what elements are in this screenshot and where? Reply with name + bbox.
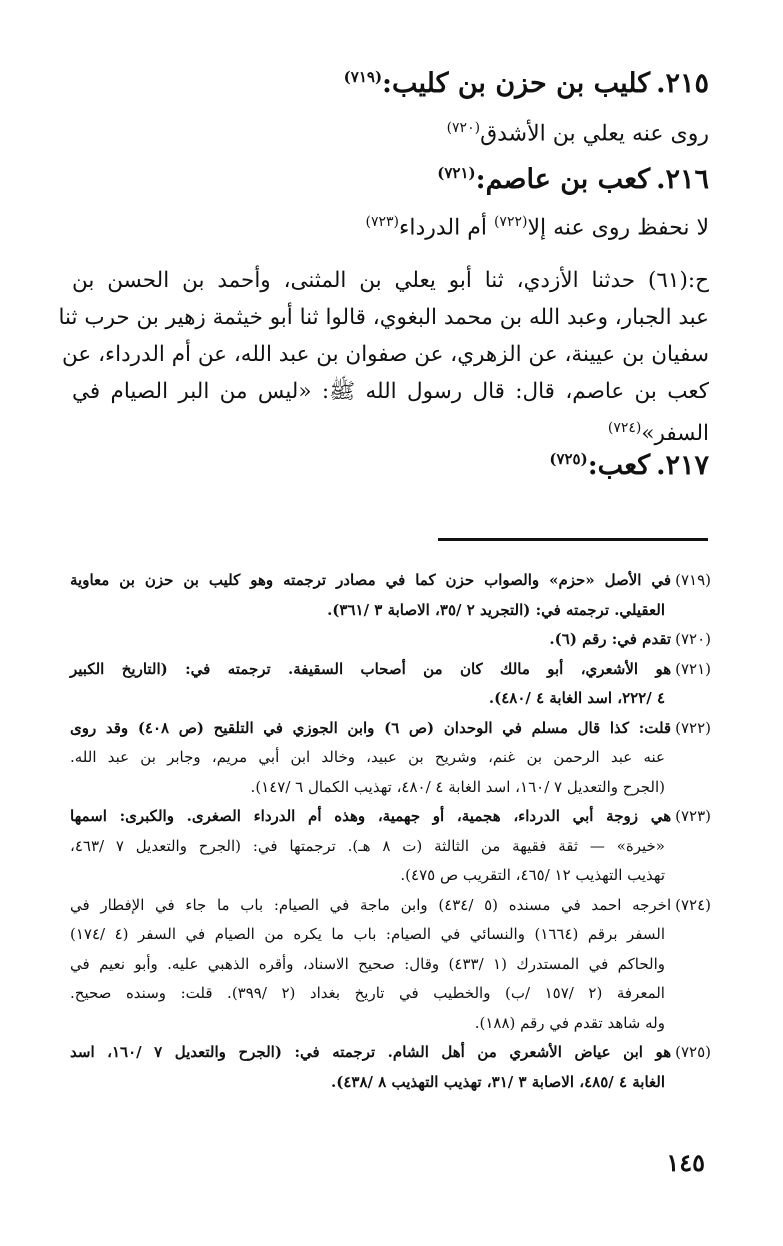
footnote-number: (٧٢١): [675, 659, 711, 678]
footnote-line: العقيلي. ترجمته في: (التجريد ٢ /٣٥، الاصابة ٣ /٣٦١).: [327, 600, 665, 619]
footnote-721: [70, 655, 711, 714]
entry-heading-216: [60, 164, 709, 195]
footnotes: [70, 566, 711, 1097]
footnote-number: (٧١٩): [675, 571, 711, 589]
footnote-ref: (٧٢٣): [365, 214, 399, 230]
footnote-number: (٧٢٢): [675, 718, 711, 737]
footnote-text: في الأصل «حزم» والصواب حزن كما في مصادر ترجمته وهو كليب بن حزن بن معاوية: [70, 571, 672, 589]
footnote-text: قلت: كذا قال مسلم في الوحدان (ص ٦) وابن الجوزي في التلقيح (ص ٤٠٨) وقد روى: [70, 718, 672, 737]
footnote-ref: (٧٢٢): [493, 214, 528, 230]
footnote-line: [70, 1038, 711, 1068]
narrator-text: روى عنه يعلي بن الأشدق: [480, 121, 709, 147]
footnote-separator: [438, 538, 708, 541]
footnote-line: ٤ /٢٢٢، اسد الغابة ٤ /٤٨٠).: [488, 689, 665, 707]
entry-heading-217: [60, 450, 709, 481]
entry-title: كليب بن حزن بن كليب:: [382, 68, 651, 99]
footnote-line: [70, 802, 711, 832]
hadith-line: عبد الجبار، وعبد الله بن محمد البغوي، قالوا ثنا أبو خيثمة زهير بن حرب ثنا: [58, 305, 709, 330]
footnote-723: [70, 802, 711, 891]
narrator-text: أم الدرداء: [398, 215, 494, 241]
footnote-line: الغابة ٤ /٤٨٥، الاصابة ٣ /٣١، تهذيب التهذيب ٨ /٤٣٨).: [331, 1072, 665, 1091]
footnote-text: تقدم في: رقم (٦).: [549, 630, 672, 648]
footnote-line: [70, 625, 711, 655]
footnote-724: [70, 891, 711, 1039]
narrator-line: [70, 120, 709, 146]
narrator-line: [70, 214, 709, 240]
entry-title: كعب:: [587, 450, 651, 481]
footnote-line: [70, 714, 711, 744]
footnote-text: هو الأشعري، أبو مالك كان من أصحاب السقيفة. ترجمته في: (التاريخ الكبير: [70, 659, 672, 678]
footnote-line: [70, 655, 711, 685]
hadith-paragraph: [58, 262, 709, 452]
footnote-725: [70, 1038, 711, 1097]
hadith-text: السفر»: [641, 421, 709, 447]
footnote-number: (٧٢٠): [675, 630, 711, 648]
footnote-number: (٧٢٣): [675, 807, 711, 825]
hadith-line: ح:(٦١) حدثنا الأزدي، ثنا أبو يعلي بن المثنى، وأحمد بن الحسن بن: [72, 268, 709, 293]
entry-heading-215: [60, 68, 709, 99]
footnote-number: (٧٢٤): [675, 895, 712, 914]
footnote-line: [70, 891, 711, 921]
page-number: ١٤٥: [666, 1148, 705, 1177]
footnote-ref: (٧٢٠): [446, 120, 481, 136]
hadith-line: كعب بن عاصم، قال: قال رسول الله ﷺ: «ليس من البر الصيام في: [72, 379, 709, 404]
footnote-ref: (٧١٩): [343, 68, 383, 86]
footnote-ref: (٧٢١): [437, 164, 476, 182]
footnote-text: هي زوجة أبي الدرداء، هجمية، أو جهمية، وهذه أم الدرداء الصغرى. والكبرى: اسمها: [70, 807, 672, 825]
footnote-text: اخرجه احمد في مسنده (٥ /٤٣٤) وابن ماجة في الصيام: باب ما جاء في الإفطار في: [70, 895, 672, 914]
footnote-line: والحاكم في المستدرك (١ /٤٣٣) وقال: صحيح الاسناد، وأقره الذهبي عليه. وأبو نعيم في: [70, 954, 665, 973]
footnote-line: «خيرة» — ثقة فقيهة من الثالثة (ت ٨ هـ). ترجمتها في: (الجرح والتعديل ٧ /٤٦٣،: [70, 836, 665, 855]
footnote-line: وله شاهد تقدم في رقم (١٨٨).: [474, 1013, 665, 1032]
footnote-line: السفر برقم (١٦٦٤) والنسائي في الصيام: باب ما يكره من الصيام في السفر (٤ /١٧٤): [70, 925, 666, 943]
footnote-ref: (٧٢٥): [549, 450, 588, 468]
footnote-line: [70, 566, 711, 596]
entry-number: ٢١٧.: [656, 450, 709, 481]
narrator-text: لا نحفظ روى عنه إلا: [527, 215, 709, 241]
entry-number: ٢١٦.: [656, 164, 709, 195]
footnote-ref: (٧٢٤): [607, 420, 642, 436]
footnote-line: تهذيب التهذيب ١٢ /٤٦٥، التقريب ص ٤٧٥).: [400, 866, 665, 884]
footnote-719: [70, 566, 711, 625]
footnote-line: المعرفة (٢ /١٥٧ /ب) والخطيب في تاريخ بغداد (٢ /٣٩٩). قلت: وسنده صحيح.: [70, 984, 665, 1002]
hadith-line: [72, 410, 709, 452]
footnote-line: عنه عبد الرحمن بن غنم، وشريح بن عبيد، وخالد ابن أبي مريم، وجابر بن عبد الله.: [70, 748, 665, 766]
footnote-line: (الجرح والتعديل ٧ /١٦٠، اسد الغابة ٤ /٤٨٠، تهذيب الكمال ٦ /١٤٧).: [250, 777, 665, 796]
footnote-text: هو ابن عياض الأشعري من أهل الشام. ترجمته في: (الجرح والتعديل ٧ /١٦٠، اسد: [70, 1043, 672, 1061]
hadith-line: سفيان بن عيينة، عن الزهري، عن صفوان بن عبد الله، عن أم الدرداء، عن: [62, 342, 709, 367]
footnote-720: [70, 625, 711, 655]
entry-title: كعب بن عاصم:: [475, 164, 651, 195]
footnote-722: [70, 714, 711, 803]
entry-number: ٢١٥.: [656, 68, 709, 99]
footnote-number: (٧٢٥): [675, 1043, 711, 1061]
